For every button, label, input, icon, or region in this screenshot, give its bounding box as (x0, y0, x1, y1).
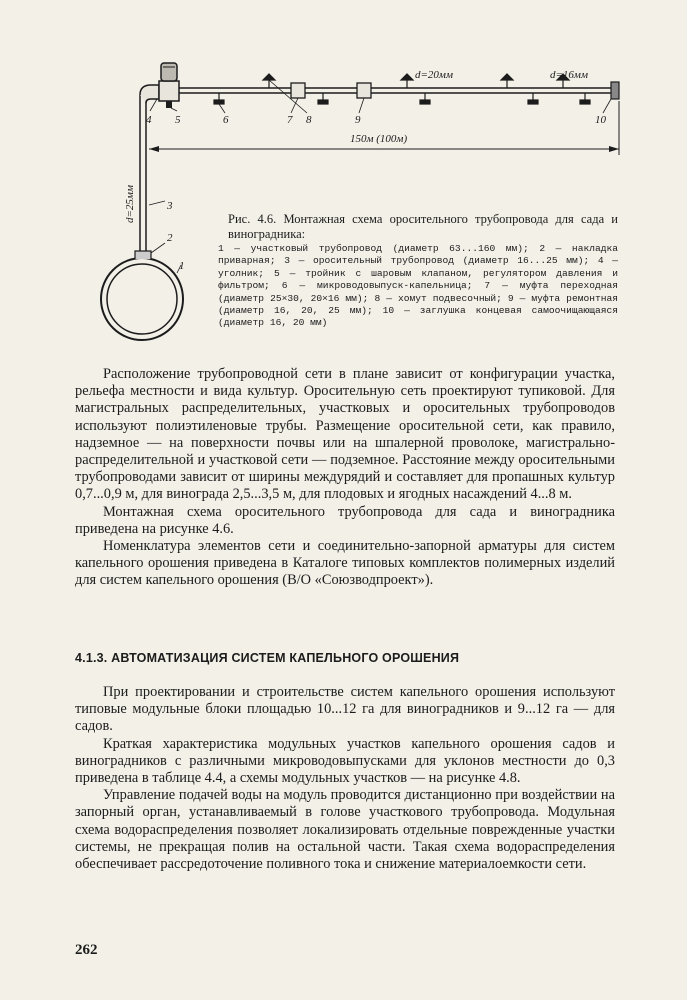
repair-coupling (357, 83, 371, 98)
callout-1: 1 (179, 260, 185, 272)
end-cap (611, 82, 619, 99)
diameter-25-label: d=25мм (124, 185, 136, 223)
body-text-bottom (75, 684, 615, 873)
paragraph: Краткая характеристика модульных участков капельного орошения садов и виноградников с различными микроводовыпусками для уклонов местности до 0,3 приведена в таблице 4.4, а схемы модульных участков — на рисунке 4.8. (75, 735, 615, 787)
dimension-arrow-right (609, 146, 619, 152)
figure-caption (218, 212, 618, 330)
body-text-top (75, 366, 615, 590)
callout-3: 3 (167, 200, 173, 212)
tee-valve-body (159, 81, 179, 101)
callout-2: 2 (167, 232, 173, 244)
main-pipe-outer (101, 258, 183, 340)
paragraph: При проектировании и строительстве систем капельного орошения используют типовые модульные блоки площадью 10...12 га для виноградников и 9...12 га — для садов. (75, 684, 615, 735)
valve-filter (166, 101, 172, 108)
callout-6: 6 (223, 114, 229, 126)
length-label: 150м (100м) (350, 133, 408, 145)
page-number: 262 (75, 942, 98, 958)
section-heading: 4.1.3. АВТОМАТИЗАЦИЯ СИСТЕМ КАПЕЛЬНОГО ОРОШЕНИЯ (75, 651, 460, 665)
welded-saddle (135, 251, 151, 259)
callout-10: 10 (595, 114, 606, 126)
diameter-16-label: d=16мм (550, 69, 588, 81)
dimension-arrow-left (149, 146, 159, 152)
callout-7: 7 (287, 114, 293, 126)
main-pipe-inner (107, 264, 177, 334)
callout-5: 5 (175, 114, 181, 126)
caption-title: Рис. 4.6. Монтажная схема оросительного трубопровода для сада и виноградника: (228, 212, 618, 241)
caption-legend: 1 — участковый трубопровод (диаметр 63...160 мм); 2 — накладка приварная; 3 — оросительный трубопровод (диаметр 16...25 мм); 4 — уголник; 5 — тройник с шаровым клапаном, регулятором давления и фильтром; 6 — микроводовыпуск-капельница; 7 — муфта переходная (диаметр 25×30, 20×16 мм); 8 — хомут подвесочный; 9 — муфта ремонтная (диаметр 16, 20, 25 мм); 10 — заглушка концевая самоочищающаяся (диаметр 16, 20 мм) (218, 243, 618, 329)
transition-coupling (291, 83, 305, 98)
diameter-20-label: d=20мм (415, 69, 453, 81)
dripper-emitters (214, 93, 590, 104)
paragraph: Управление подачей воды на модуль проводится дистанционно при воздействии на запорный орган, устанавливаемый в голове участкового трубопровода. Модульная схема водораспределения позволяет локализировать отдельные поврежденные участки системы, не прекращая полив на остальной части. Такая схема водораспределения обеспечивает рассредоточение поливного тока и снижение материалоемкости сети. (75, 787, 615, 873)
paragraph: Номенклатура элементов сети и соединительно-запорной арматуры для систем капельного орошения приведена в Каталоге типовых комплектов полимерных изделий для систем капельного орошения (В/О «Союзводпроект»). (75, 538, 615, 589)
paragraph: Монтажная схема оросительного трубопровода для сада и виноградника приведена на рисунке 4.6. (75, 503, 615, 537)
callout-9: 9 (355, 114, 361, 126)
paragraph: Расположение трубопроводной сети в плане зависит от конфигурации участка, рельефа местности и вида культур. Оросительную сеть проектируют тупиковой. Для магистральных распределительных, участковых и оросительных трубопроводов используют полиэтиленовые трубы. Размещение оросительной сети, как правило, надземное — на поверхности почвы или на шпалерной проволоке, магистрально-распределительной и участковой сети — подземное. Расстояние между оросительными трубопроводами зависит от ширины междурядий и составляет для пропашных культур 0,7...0,9 м, для винограда 2,5...3,5 м, для плодовых и ягодных насаждений 4...8 м. (75, 366, 615, 503)
callout-4: 4 (146, 114, 152, 126)
callout-8: 8 (306, 114, 312, 126)
valve-handle (161, 63, 177, 81)
